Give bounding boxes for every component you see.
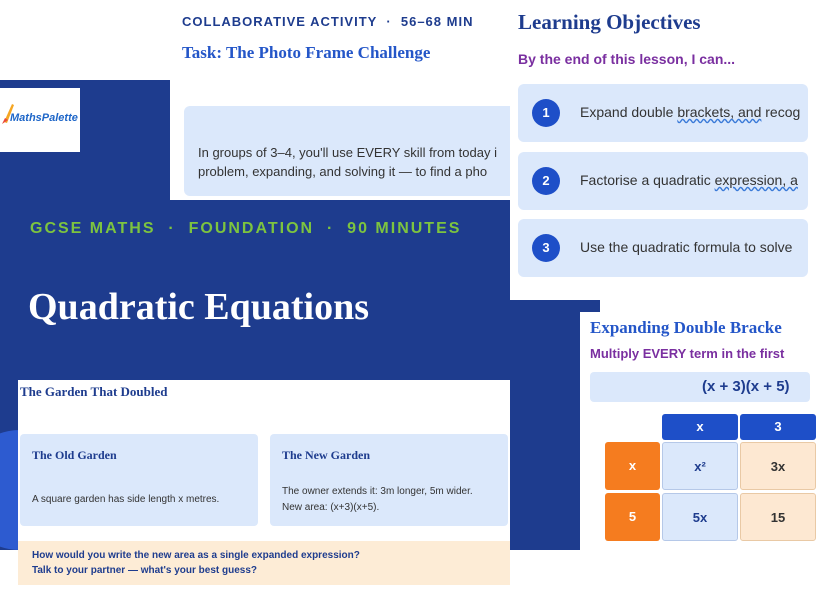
card-title: The Old Garden — [32, 448, 117, 462]
expanding-subtitle: Multiply EVERY term in the first — [590, 346, 785, 361]
logo-text: MathsPalette — [10, 112, 78, 124]
old-garden-card — [20, 434, 258, 526]
expanding-title: Expanding Double Bracke — [590, 318, 782, 337]
prompt-line-2: Talk to your partner — what's your best guess? — [32, 565, 258, 576]
activity-text — [198, 143, 528, 181]
activity-title: Task: The Photo Frame Challenge — [182, 43, 431, 62]
grid-cell: x² — [662, 442, 738, 490]
objective-item — [518, 152, 808, 210]
grid-cell: 15 — [740, 493, 816, 541]
objectives-slide — [510, 0, 801, 300]
grid-cell: 5x — [662, 493, 738, 541]
objective-text: Use the quadratic formula to solve — [580, 239, 793, 255]
activity-tag: COLLABORATIVE ACTIVITY · 56–68 MIN — [182, 14, 474, 29]
objective-item — [518, 84, 808, 142]
objectives-title: Learning Objectives — [518, 10, 701, 34]
card-title: The New Garden — [282, 448, 370, 462]
objective-number: 1 — [532, 99, 560, 127]
objective-item — [518, 219, 808, 277]
grid-cell: 3x — [740, 442, 816, 490]
objectives-subtitle: By the end of this lesson, I can... — [518, 51, 736, 67]
garden-title: The Garden That Doubled — [20, 384, 168, 399]
objective-text: Factorise a quadratic expression, a — [580, 172, 798, 188]
card-text: A square garden has side length x metres. — [32, 494, 220, 505]
prompt-box — [18, 541, 510, 585]
prompt-line-1: How would you write the new area as a single expanded expression? — [32, 550, 360, 561]
card-text: The owner extends it: 3m longer, 5m wider. — [282, 486, 473, 497]
course-subtitle: GCSE MATHS · FOUNDATION · 90 MINUTES — [30, 220, 462, 237]
activity-text-line-1: In groups of 3–4, you'll use EVERY skill from today i — [198, 145, 497, 160]
objective-number: 3 — [532, 234, 560, 262]
garden-slide — [18, 380, 510, 585]
expanding-slide — [580, 312, 794, 552]
activity-text-line-2: problem, expanding, and solving it — to find a pho — [198, 164, 488, 179]
grid-row-label: x — [605, 442, 660, 490]
page-title: Quadratic Equations — [28, 286, 370, 328]
card-text: New area: (x+3)(x+5). — [282, 502, 380, 513]
objective-number: 2 — [532, 167, 560, 195]
expression: (x + 3)(x + 5) — [702, 378, 790, 395]
new-garden-card — [270, 434, 508, 526]
objective-text: Expand double brackets, and recog — [580, 104, 801, 120]
logo — [0, 88, 80, 152]
grid-header: x — [662, 414, 738, 440]
grid-header: 3 — [740, 414, 816, 440]
grid-row-label: 5 — [605, 493, 660, 541]
